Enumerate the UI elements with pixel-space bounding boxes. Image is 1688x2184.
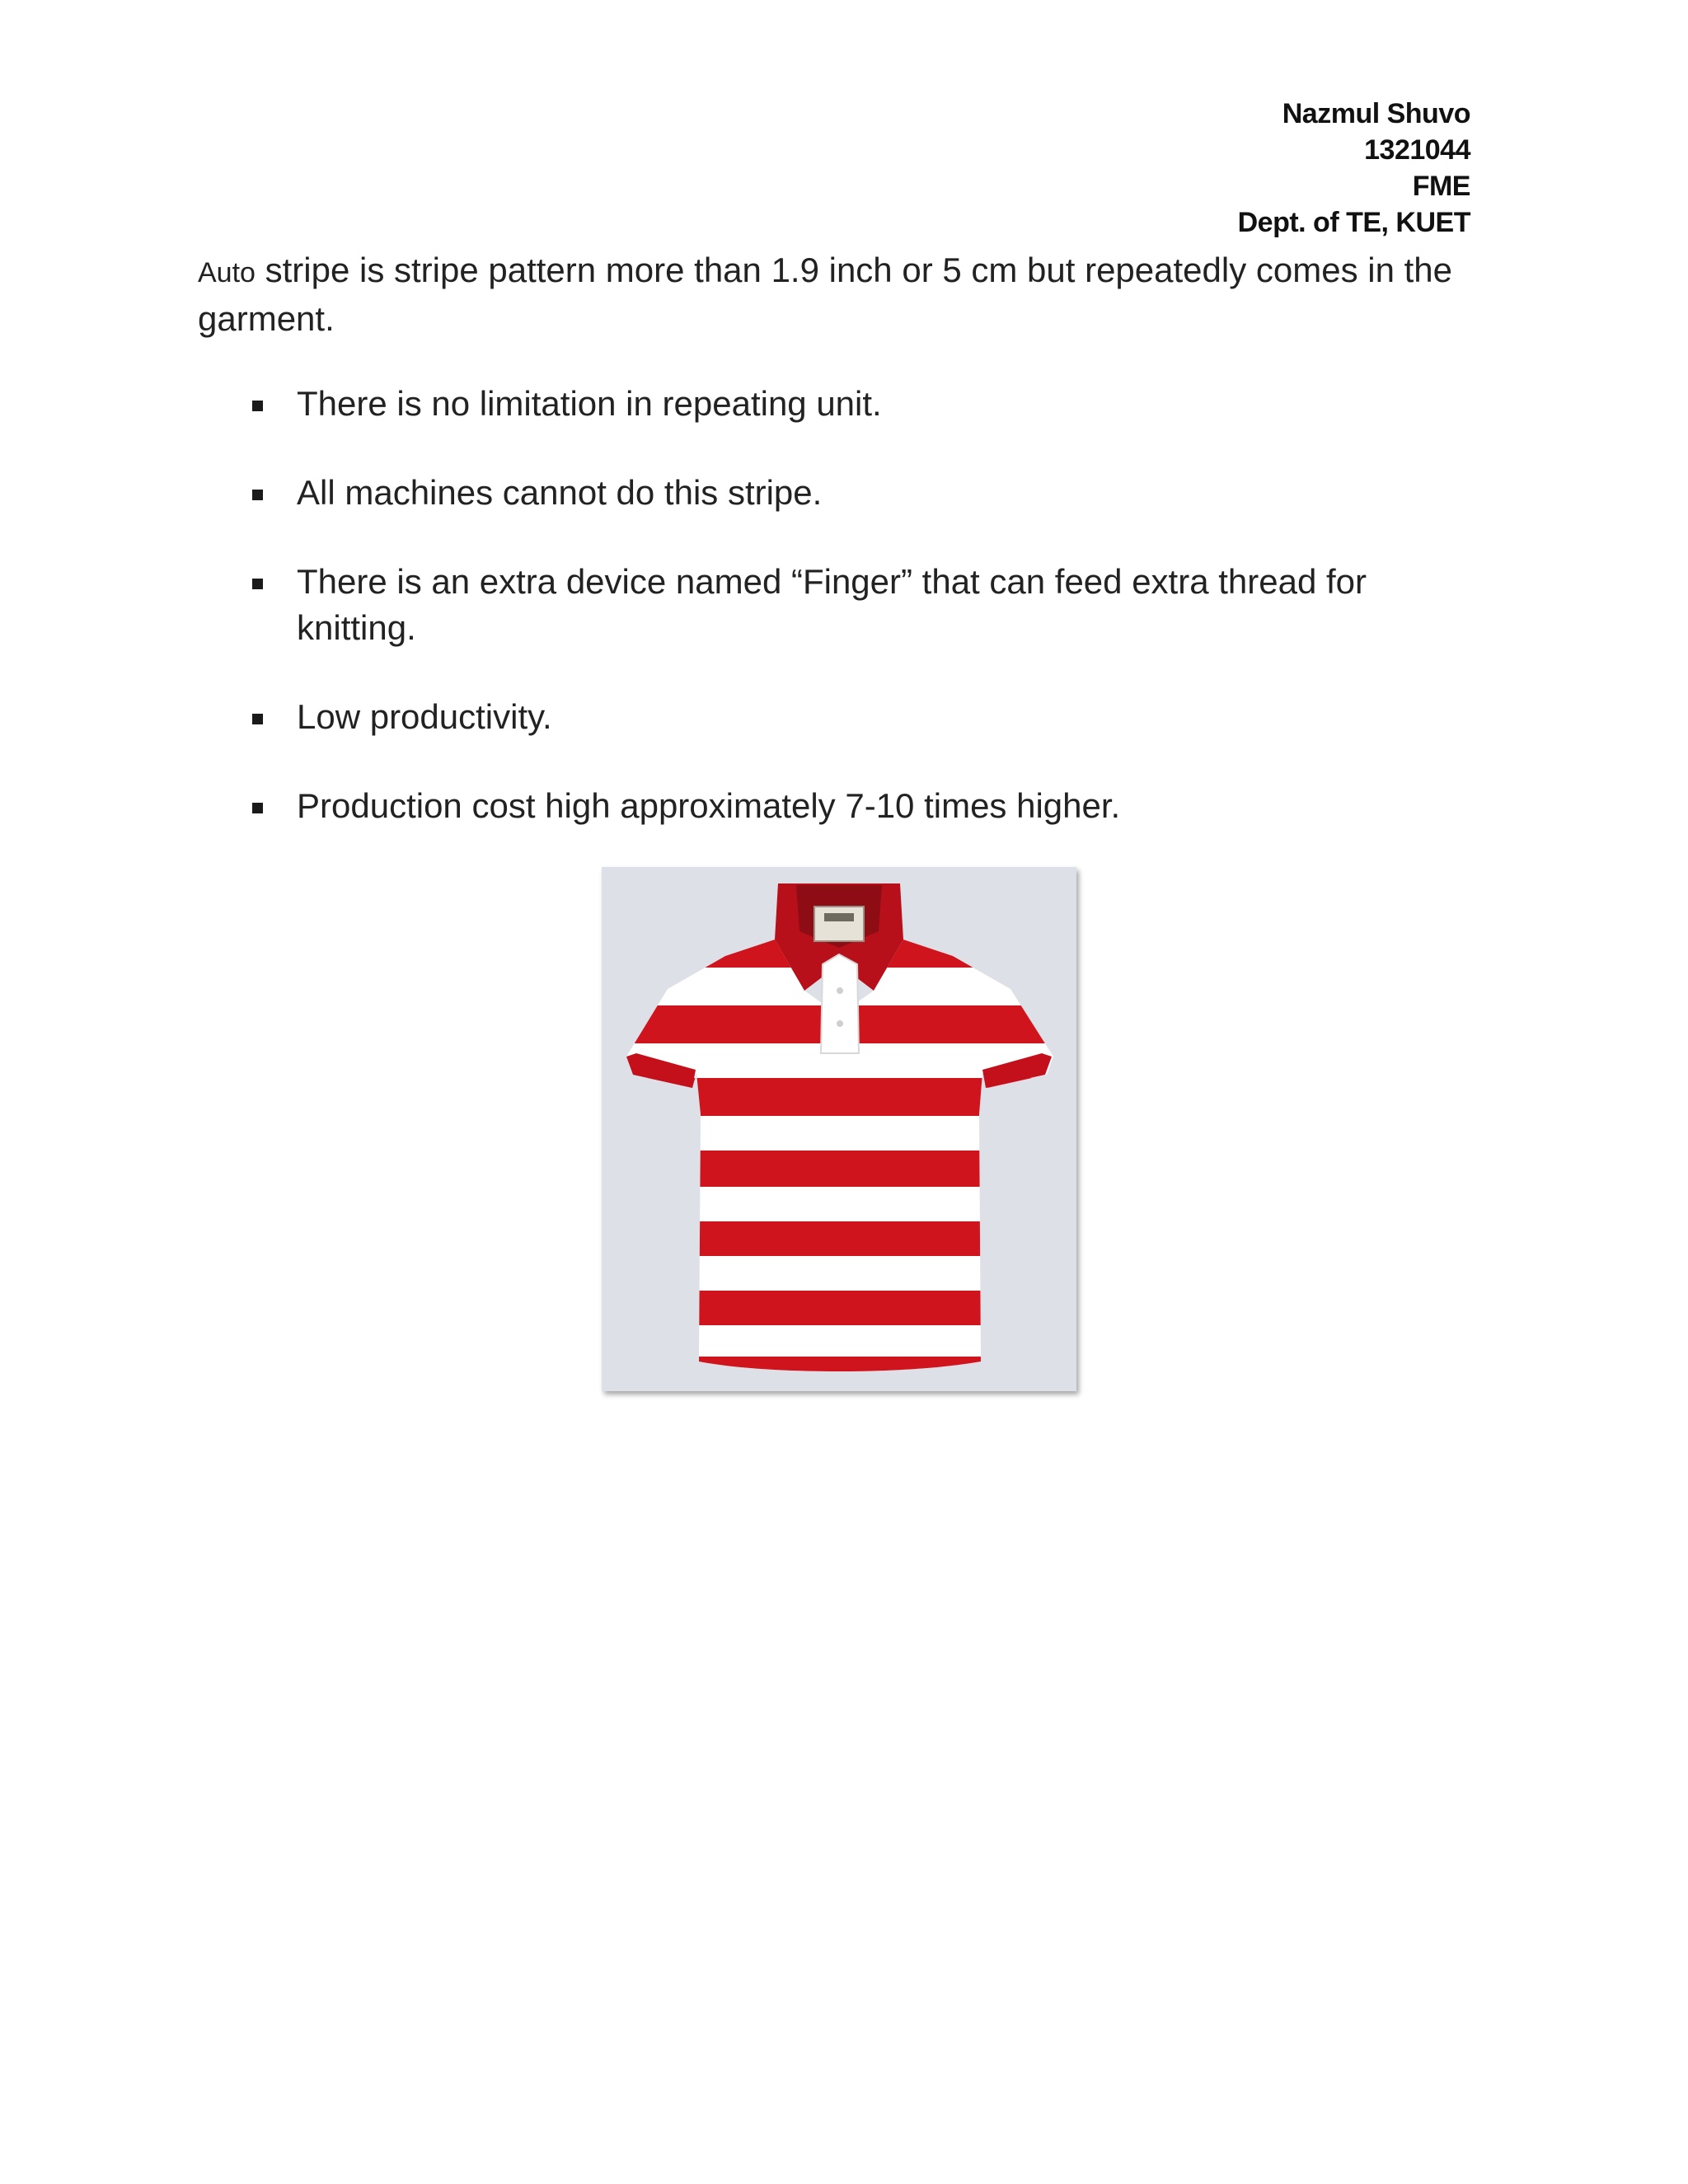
program-label: FME (1412, 171, 1470, 202)
author-name: Nazmul Shuvo (1282, 98, 1470, 129)
square-bullet-icon (252, 714, 263, 724)
intro-text: stripe is stripe pattern more than 1.9 inch or 5 cm but repeatedly comes in the garment. (198, 251, 1453, 338)
square-bullet-icon (252, 490, 263, 500)
intro-paragraph (198, 247, 1484, 342)
intro-lead-word: Auto (198, 257, 256, 288)
square-bullet-icon (252, 401, 263, 411)
polo-shirt-illustration (602, 867, 1076, 1391)
square-bullet-icon (252, 579, 263, 589)
list-item-text: Low productivity. (297, 697, 552, 736)
author-block (1238, 96, 1470, 241)
bullet-list (246, 381, 1449, 872)
list-item-text: There is no limitation in repeating unit. (297, 384, 882, 423)
list-item-text: There is an extra device named “Finger” that can feed extra thread for knitting. (297, 562, 1367, 647)
department-label: Dept. of TE, KUET (1237, 207, 1470, 238)
placket (821, 954, 859, 1053)
list-item (246, 783, 1449, 829)
list-item (246, 381, 1449, 427)
button (837, 1020, 843, 1027)
neck-label (814, 907, 864, 941)
button (837, 987, 843, 994)
square-bullet-icon (252, 803, 263, 813)
striped-polo-shirt-image (602, 867, 1076, 1391)
student-id: 1321044 (1364, 134, 1470, 166)
list-item-text: All machines cannot do this stripe. (297, 473, 823, 512)
list-item (246, 470, 1449, 516)
list-item (246, 559, 1449, 651)
list-item-text: Production cost high approximately 7-10 times higher. (297, 786, 1121, 825)
list-item (246, 694, 1449, 740)
